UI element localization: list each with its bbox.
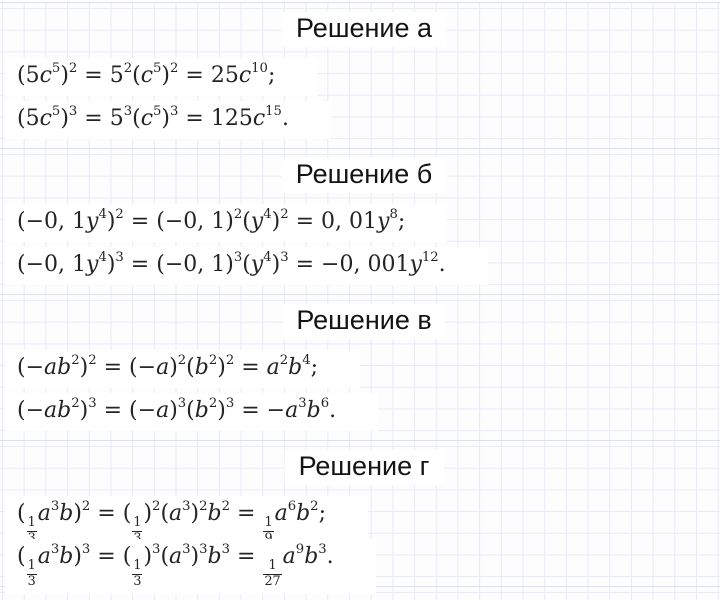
formula-line: (−0, $1y^4)^2 = (-0$, $1)^2(y^4)^2 = 0$, $01y^8$;: [5, 204, 447, 242]
section-title-b: Решение б: [282, 158, 447, 193]
section-title-v: Решение в: [282, 304, 445, 339]
section-title-g: Решение г: [285, 450, 444, 485]
formula-line: ( $\frac{1}{3}$ $a^3b)^3$ = ( $\frac{1}{3}$ )$^3(a^3)^3b^3$ = $\frac{1}{27}$ $a^9b^3$.: [5, 539, 376, 594]
formula-line: $(5c^5)^3 = 5^3(c^5)^3 = 125c^{15}$.: [5, 101, 331, 139]
solution-section-g: [0, 440, 720, 589]
formula-line: (−0, $1y^4)^3 = (-0$, $1)^3(y^4)^3 = -0$, $001y^{12}$.: [5, 247, 488, 285]
formula-line: $(-ab^2)^2 = (-a)^2(b^2)^2 = a^2b^4$;: [5, 350, 360, 388]
solution-section-v: [0, 294, 720, 440]
section-title-a: Решение а: [282, 12, 446, 47]
formula-line: ( 1 $a^3b)^2$ = ( 1 )$^2(a^3)^2b^2$ = 1 $a^6b^2$;: [5, 496, 368, 551]
solution-section-a: [0, 2, 720, 148]
solution-section-b: [0, 148, 720, 294]
formula-line: $(-ab^2)^3 = (-a)^3(b^2)^3 = -a^3b^6$.: [5, 393, 378, 431]
formula-line: $(5c^5)^2 = 5^2(c^5)^2 = 25c^{10}$;: [5, 58, 317, 96]
